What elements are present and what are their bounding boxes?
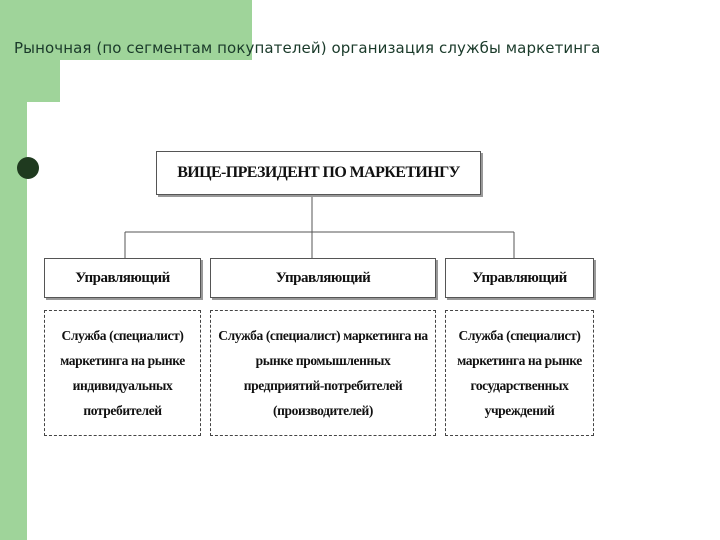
service-label-industrial: Служба (специалист) маркетинга на рынке промышленных предприятий-потребителей (производителей) [218, 328, 428, 418]
service-label-individual: Служба (специалист) маркетинга на рынке индивидуальных потребителей [60, 328, 185, 418]
service-box-individual [44, 310, 201, 436]
vice-president-box [156, 151, 481, 195]
manager-label-2: Управляющий [275, 269, 371, 286]
manager-box-1 [44, 258, 201, 298]
manager-box-3 [445, 258, 594, 298]
manager-label-1: Управляющий [75, 269, 170, 286]
service-box-industrial [210, 310, 436, 436]
manager-label-3: Управляющий [472, 269, 567, 286]
service-label-government: Служба (специалист) маркетинга на рынке государственных учреждений [457, 328, 582, 418]
manager-box-2 [210, 258, 436, 298]
service-box-government [445, 310, 594, 436]
slide-title: Рыночная (по сегментам покупателей) организация службы маркетинга [14, 39, 601, 57]
vice-president-label: ВИЦЕ-ПРЕЗИДЕНТ ПО МАРКЕТИНГУ [177, 164, 460, 181]
